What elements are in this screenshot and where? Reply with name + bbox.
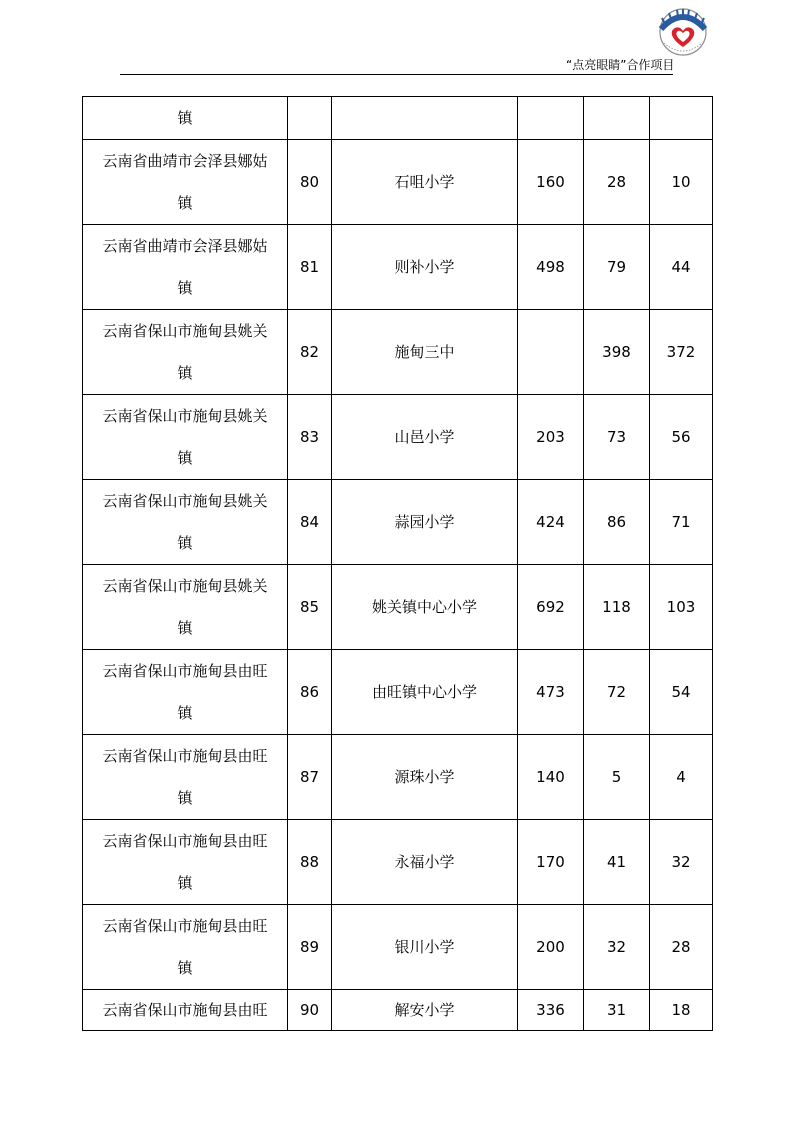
location-line-2: 镇 (177, 279, 193, 297)
location-line-1: 云南省保山市施甸县姚关 (102, 322, 268, 340)
location-line-2: 镇 (177, 449, 193, 467)
count-cell-2 (584, 97, 650, 140)
number-cell: 88 (288, 820, 332, 905)
location-cell (83, 650, 288, 735)
table-row (83, 990, 713, 1031)
count-cell-1: 692 (518, 565, 584, 650)
location-line-2: 镇 (177, 364, 193, 382)
location-line-2: 镇 (177, 534, 193, 552)
count-cell-2: 31 (584, 990, 650, 1031)
table-row (83, 140, 713, 225)
location-line-1: 云南省保山市施甸县由旺 (102, 747, 268, 765)
count-cell-1 (518, 97, 584, 140)
count-cell-2: 398 (584, 310, 650, 395)
location-line-2: 镇 (177, 789, 193, 807)
eye-heart-logo-icon (651, 7, 715, 57)
count-cell-3: 372 (650, 310, 713, 395)
location-cell (83, 735, 288, 820)
count-cell-2: 73 (584, 395, 650, 480)
count-cell-3: 54 (650, 650, 713, 735)
table-row (83, 480, 713, 565)
school-cell: 姚关镇中心小学 (332, 565, 518, 650)
school-cell: 山邑小学 (332, 395, 518, 480)
location-cell (83, 140, 288, 225)
count-cell-3: 28 (650, 905, 713, 990)
count-cell-2: 5 (584, 735, 650, 820)
count-cell-1: 160 (518, 140, 584, 225)
count-cell-2: 118 (584, 565, 650, 650)
number-cell: 84 (288, 480, 332, 565)
table-row (83, 565, 713, 650)
location-line-1: 云南省保山市施甸县由旺 (102, 832, 268, 850)
location-line-2: 镇 (177, 874, 193, 892)
location-cell (83, 395, 288, 480)
school-cell: 则补小学 (332, 225, 518, 310)
table-row (83, 395, 713, 480)
count-cell-1: 424 (518, 480, 584, 565)
location-cell (83, 310, 288, 395)
location-cell: 云南省保山市施甸县由旺 (83, 990, 288, 1031)
location-cell (83, 480, 288, 565)
location-line-1: 云南省曲靖市会泽县娜姑 (102, 237, 268, 255)
count-cell-3 (650, 97, 713, 140)
school-cell: 永福小学 (332, 820, 518, 905)
count-cell-2: 32 (584, 905, 650, 990)
project-header-text: “点亮眼睛”合作项目 (566, 58, 675, 72)
count-cell-1: 203 (518, 395, 584, 480)
count-cell-2: 79 (584, 225, 650, 310)
number-cell: 82 (288, 310, 332, 395)
location-line-1: 云南省保山市施甸县姚关 (102, 577, 268, 595)
location-line-1: 云南省保山市施甸县姚关 (102, 492, 268, 510)
school-cell: 施甸三中 (332, 310, 518, 395)
school-cell: 蒜园小学 (332, 480, 518, 565)
table-row (83, 905, 713, 990)
location-line-2: 镇 (177, 704, 193, 722)
count-cell-3: 10 (650, 140, 713, 225)
number-cell (288, 97, 332, 140)
count-cell-3: 18 (650, 990, 713, 1031)
count-cell-3: 103 (650, 565, 713, 650)
count-cell-3: 71 (650, 480, 713, 565)
location-cell (83, 225, 288, 310)
location-cell (83, 565, 288, 650)
location-line-2: 镇 (177, 194, 193, 212)
table-row (83, 225, 713, 310)
number-cell: 90 (288, 990, 332, 1031)
count-cell-3: 44 (650, 225, 713, 310)
count-cell-2: 41 (584, 820, 650, 905)
count-cell-1: 200 (518, 905, 584, 990)
count-cell-1: 170 (518, 820, 584, 905)
count-cell-1 (518, 310, 584, 395)
number-cell: 81 (288, 225, 332, 310)
table-row (83, 310, 713, 395)
school-cell: 解安小学 (332, 990, 518, 1031)
location-line-1: 云南省曲靖市会泽县娜姑 (102, 152, 268, 170)
count-cell-3: 56 (650, 395, 713, 480)
location-line-2: 镇 (177, 619, 193, 637)
number-cell: 85 (288, 565, 332, 650)
location-line-2: 镇 (177, 959, 193, 977)
header-divider (120, 74, 673, 75)
count-cell-2: 28 (584, 140, 650, 225)
count-cell-1: 140 (518, 735, 584, 820)
count-cell-3: 4 (650, 735, 713, 820)
school-cell: 银川小学 (332, 905, 518, 990)
count-cell-1: 336 (518, 990, 584, 1031)
table-row (83, 650, 713, 735)
table-row (83, 735, 713, 820)
count-cell-1: 473 (518, 650, 584, 735)
table-row (83, 97, 713, 140)
location-cell (83, 905, 288, 990)
location-line-1: 云南省保山市施甸县由旺 (102, 662, 268, 680)
count-cell-1: 498 (518, 225, 584, 310)
number-cell: 87 (288, 735, 332, 820)
number-cell: 83 (288, 395, 332, 480)
count-cell-2: 72 (584, 650, 650, 735)
school-cell: 由旺镇中心小学 (332, 650, 518, 735)
school-screening-table (82, 96, 713, 1031)
location-line-1: 云南省保山市施甸县由旺 (102, 917, 268, 935)
number-cell: 80 (288, 140, 332, 225)
table-row (83, 820, 713, 905)
location-line-1: 云南省保山市施甸县姚关 (102, 407, 268, 425)
school-cell: 石咀小学 (332, 140, 518, 225)
school-cell (332, 97, 518, 140)
count-cell-3: 32 (650, 820, 713, 905)
number-cell: 86 (288, 650, 332, 735)
school-cell: 源珠小学 (332, 735, 518, 820)
location-cell (83, 820, 288, 905)
number-cell: 89 (288, 905, 332, 990)
location-cell: 镇 (83, 97, 288, 140)
project-logo (651, 7, 715, 57)
count-cell-2: 86 (584, 480, 650, 565)
